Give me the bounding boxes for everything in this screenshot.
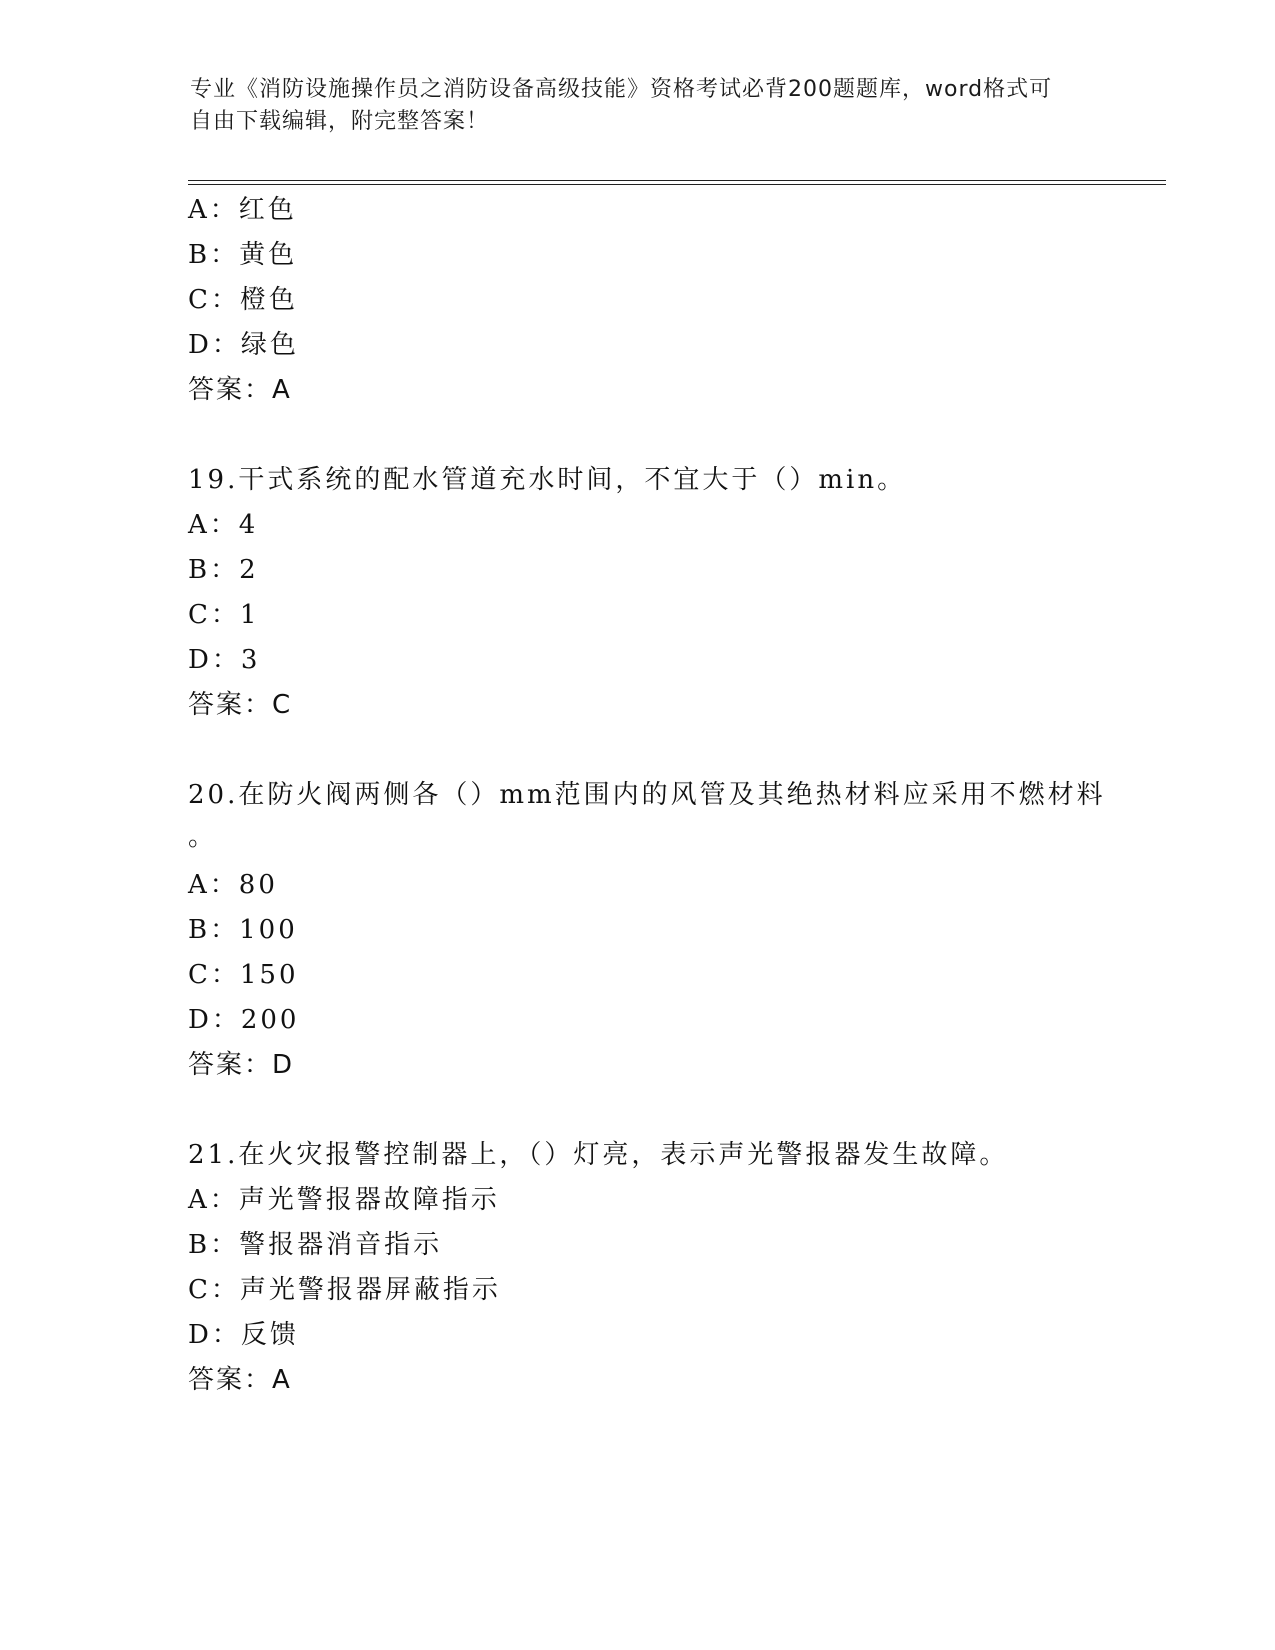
q18-option-b: B：黄色 (188, 240, 298, 270)
q19-option-c: C：1 (188, 600, 260, 630)
q20-option-d: D：200 (188, 1005, 300, 1035)
q20-answer: 答案：D (188, 1050, 295, 1080)
q19-option-d: D：3 (188, 645, 261, 675)
q21-option-b: B：警报器消音指示 (188, 1230, 443, 1260)
q20-option-b: B：100 (188, 915, 298, 945)
q21-option-d: D：反馈 (188, 1320, 299, 1350)
q20-option-a: A：80 (188, 870, 278, 900)
q20-question: 20.在防火阀两侧各（）mm范围内的风管及其绝热材料应采用不燃材料 (188, 780, 1106, 810)
q19-option-a: A：4 (188, 510, 259, 540)
q20-question-continued: 。 (188, 822, 218, 852)
q19-answer: 答案：C (188, 690, 293, 720)
header-divider-bottom (188, 184, 1166, 185)
document-header: 专业《消防设施操作员之消防设备高级技能》资格考试必背200题题库，word格式可自由下载编辑，附完整答案！ (190, 77, 1053, 134)
q18-answer: 答案：A (188, 375, 292, 405)
q21-option-c: C：声光警报器屏蔽指示 (188, 1275, 501, 1305)
q21-answer: 答案：A (188, 1365, 292, 1395)
q18-option-d: D：绿色 (188, 330, 299, 360)
q21-question: 21.在火灾报警控制器上，（）灯亮，表示声光警报器发生故障。 (188, 1140, 1009, 1170)
q21-option-a: A：声光警报器故障指示 (188, 1185, 500, 1215)
q19-option-b: B：2 (188, 555, 259, 585)
q18-option-c: C：橙色 (188, 285, 298, 315)
q20-option-c: C：150 (188, 960, 299, 990)
header-divider-top (188, 180, 1166, 181)
q19-question: 19.干式系统的配水管道充水时间，不宜大于（）min。 (188, 465, 907, 495)
q18-option-a: A：红色 (188, 195, 297, 225)
